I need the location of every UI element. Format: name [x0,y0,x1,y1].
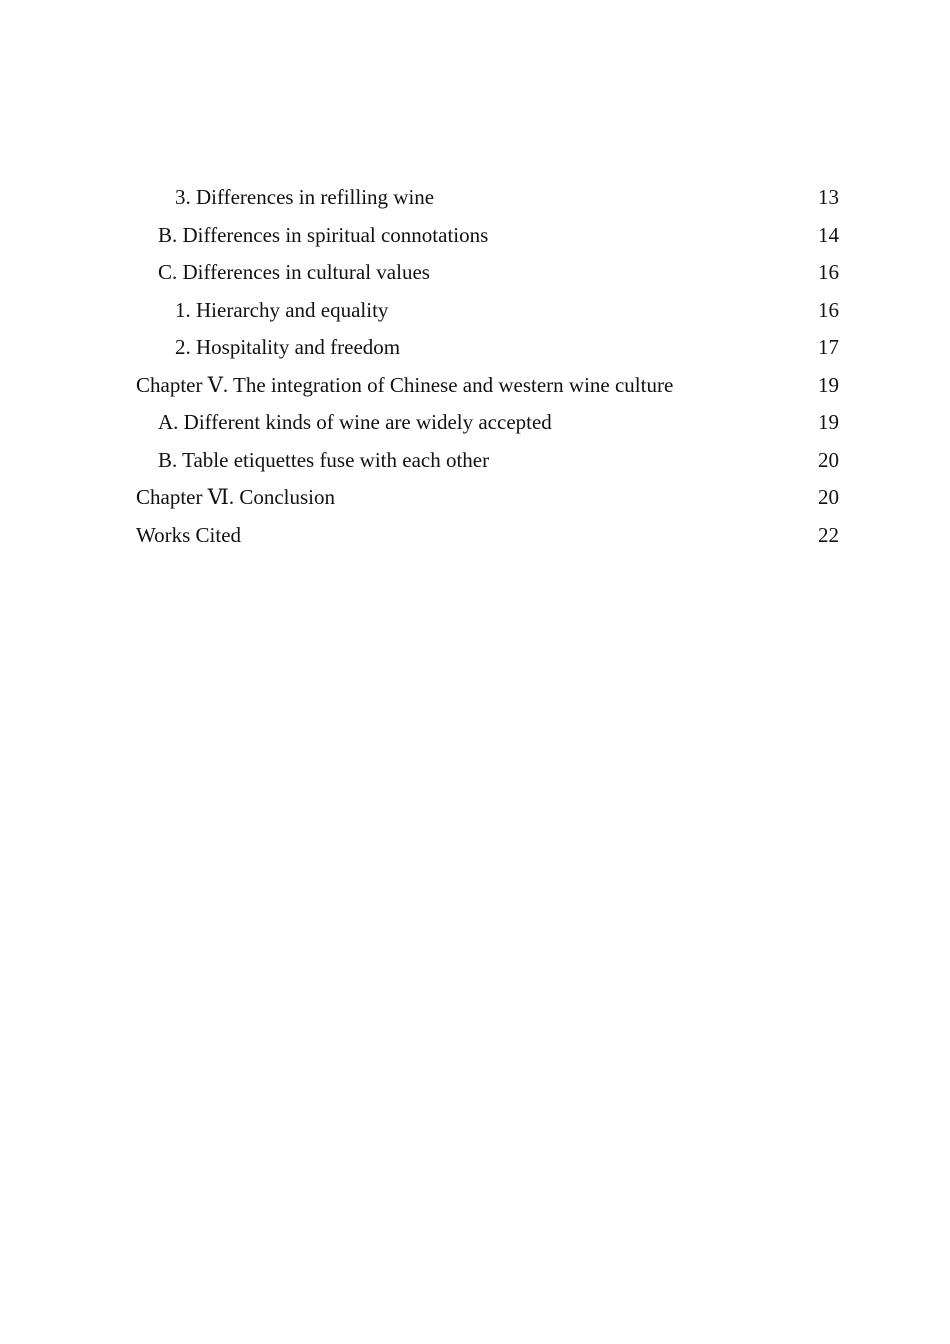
toc-entry-page: 14 [818,222,839,247]
toc-entry-page: 22 [818,522,839,547]
toc-entry[interactable] [136,404,839,442]
toc-entry-page: 16 [818,297,839,322]
toc-entry[interactable] [136,479,839,517]
toc-entry[interactable] [136,329,839,367]
table-of-contents [136,179,839,554]
toc-entry-label: Works Cited [136,522,242,547]
toc-entry[interactable] [136,254,839,292]
toc-entry-label: B. Differences in spiritual connotations [158,222,489,247]
toc-entry-label: C. Differences in cultural values [158,260,430,284]
toc-entry-label: 3. Differences in refilling wine [175,185,435,209]
toc-entry[interactable] [136,517,839,555]
toc-entry-page: 19 [818,372,839,397]
toc-entry[interactable] [136,442,839,480]
toc-entry[interactable] [136,217,839,255]
toc-entry-label: Chapter Ⅵ. Conclusion [136,485,336,509]
toc-entry-page: 20 [818,447,839,472]
toc-entry-page: 16 [818,260,839,284]
toc-entry-page: 17 [818,335,839,359]
toc-entry-label: Chapter Ⅴ. The integration of Chinese and western wine culture [136,372,674,397]
toc-entry[interactable] [136,367,839,405]
toc-entry[interactable] [136,179,839,217]
toc-entry-label: 1. Hierarchy and equality [175,297,389,322]
toc-entry-label: 2. Hospitality and freedom [175,335,401,359]
toc-entry-label: B. Table etiquettes fuse with each other [158,447,490,472]
toc-entry-page: 13 [818,185,839,209]
toc-entry-label: A. Different kinds of wine are widely accepted [158,410,552,434]
toc-entry-page: 19 [818,410,839,434]
toc-entry-page: 20 [818,485,839,509]
toc-entry[interactable] [136,292,839,330]
